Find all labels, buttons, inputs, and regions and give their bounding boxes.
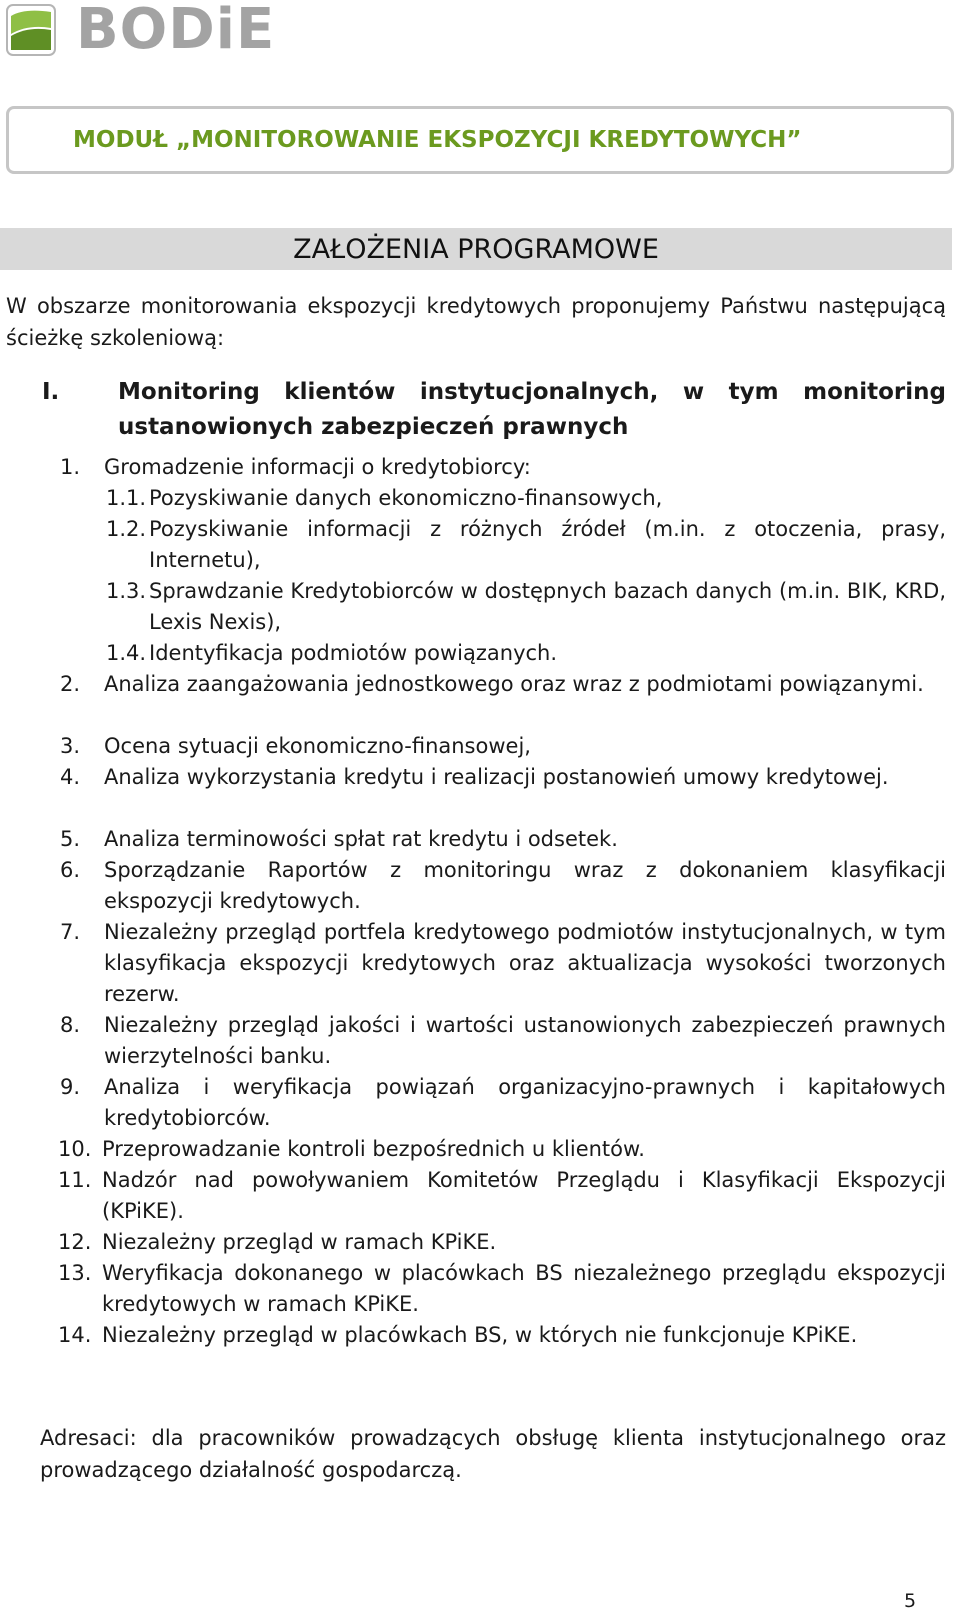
list-item-number: 7. <box>60 920 81 944</box>
list-item-text: Pozyskiwanie danych ekonomiczno-finansowych, <box>149 486 663 510</box>
module-title-box <box>6 106 954 174</box>
list-subitem <box>106 638 946 669</box>
list-item-text: Analiza zaangażowania jednostkowego oraz wraz z podmiotami powiązanymi. <box>104 672 924 696</box>
list-item-number: 3. <box>60 734 81 758</box>
list-item-text: Weryfikacja dokonanego w placówkach BS niezależnego przeglądu ekspozycji kredytowych w ramach KPiKE. <box>102 1261 946 1316</box>
list-item-number: 1.3. <box>106 579 147 603</box>
section-title: ZAŁOŻENIA PROGRAMOWE <box>293 233 659 265</box>
list-item-number: 1.1. <box>106 486 147 510</box>
list-item-number: 5. <box>60 827 81 851</box>
main-heading-number: I. <box>42 379 60 405</box>
logo <box>6 0 276 62</box>
list-item <box>60 824 946 855</box>
list-subitem <box>106 576 946 638</box>
list-item-text: Niezależny przegląd w placówkach BS, w których nie funkcjonuje KPiKE. <box>102 1323 858 1347</box>
list-item-number: 6. <box>60 858 81 882</box>
list-item-text: Niezależny przegląd jakości i wartości ustanowionych zabezpieczeń prawnych wierzytelności banku. <box>104 1013 946 1068</box>
list-item <box>60 1010 946 1072</box>
logo-mark-icon <box>6 4 56 56</box>
list-item-number: 12. <box>58 1230 92 1254</box>
list-item-number: 14. <box>58 1323 92 1347</box>
list-item-text: Sporządzanie Raportów z monitoringu wraz z dokonaniem klasyfikacji ekspozycji kredytowych. <box>104 858 946 913</box>
list-item <box>58 1134 946 1165</box>
list-item-number: 10. <box>58 1137 92 1161</box>
list-item-number: 9. <box>60 1075 81 1099</box>
list-item-text: Analiza i weryfikacja powiązań organizacyjno-prawnych i kapitałowych kredytobiorców. <box>104 1075 946 1130</box>
list-item-text: Pozyskiwanie informacji z różnych źródeł (m.in. z otoczenia, prasy, Internetu), <box>149 517 946 572</box>
list-item <box>58 1165 946 1227</box>
list-item-number: 13. <box>58 1261 92 1285</box>
list-item-number: 8. <box>60 1013 81 1037</box>
list-item <box>60 855 946 917</box>
main-heading-text: Monitoring klientów instytucjonalnych, w tym monitoring ustanowionych zabezpieczeń prawnych <box>118 379 946 440</box>
list-item-text: Niezależny przegląd portfela kredytowego podmiotów instytucjonalnych, w tym klasyfikacja ekspozycji kredytowych oraz aktualizacja wysokości tworzonych rezerw. <box>104 920 946 1006</box>
list-item-number: 4. <box>60 765 81 789</box>
list-item-text: Gromadzenie informacji o kredytobiorcy: <box>104 455 531 479</box>
list-item-text: Nadzór nad powoływaniem Komitetów Przeglądu i Klasyfikacji Ekspozycji (KPiKE). <box>102 1168 946 1223</box>
list-item-text: Ocena sytuacji ekonomiczno-finansowej, <box>104 734 531 758</box>
list-item <box>60 917 946 1010</box>
list-item <box>58 1258 946 1320</box>
list-item <box>60 762 946 793</box>
list-item <box>60 452 946 483</box>
list-item-text: Analiza wykorzystania kredytu i realizacji postanowień umowy kredytowej. <box>104 765 889 789</box>
list-item-text: Niezależny przegląd w ramach KPiKE. <box>102 1230 497 1254</box>
section-band <box>0 228 952 270</box>
list-item <box>58 1320 946 1351</box>
list-item-text: Przeprowadzanie kontroli bezpośrednich u klientów. <box>102 1137 645 1161</box>
list-item <box>60 669 946 700</box>
module-title: MODUŁ „MONITOROWANIE EKSPOZYCJI KREDYTOWYCH” <box>73 127 802 153</box>
list-subitem <box>106 483 946 514</box>
main-heading <box>42 375 946 445</box>
list-item-text: Sprawdzanie Kredytobiorców w dostępnych bazach danych (m.in. BIK, KRD, Lexis Nexis), <box>149 579 946 634</box>
list-item-number: 1.4. <box>106 641 147 665</box>
list-subitem <box>106 514 946 576</box>
intro-paragraph: W obszarze monitorowania ekspozycji kredytowych proponujemy Państwu następującą ścieżkę szkoleniową: <box>6 294 946 350</box>
list-item-number: 11. <box>58 1168 92 1192</box>
list-item-text: Identyfikacja podmiotów powiązanych. <box>149 641 558 665</box>
list-item-text: Analiza terminowości spłat rat kredytu i odsetek. <box>104 827 618 851</box>
list-item-number: 1. <box>60 455 81 479</box>
audience-paragraph: Adresaci: dla pracowników prowadzących obsługę klienta instytucjonalnego oraz prowadzącego działalność gospodarczą. <box>40 1426 946 1482</box>
list-item-number: 2. <box>60 672 81 696</box>
list-item <box>58 1227 946 1258</box>
logo-text: BODiE <box>76 0 276 62</box>
list-item <box>60 731 946 762</box>
list-item <box>60 1072 946 1134</box>
page-number: 5 <box>904 1590 917 1612</box>
list-item-number: 1.2. <box>106 517 147 541</box>
